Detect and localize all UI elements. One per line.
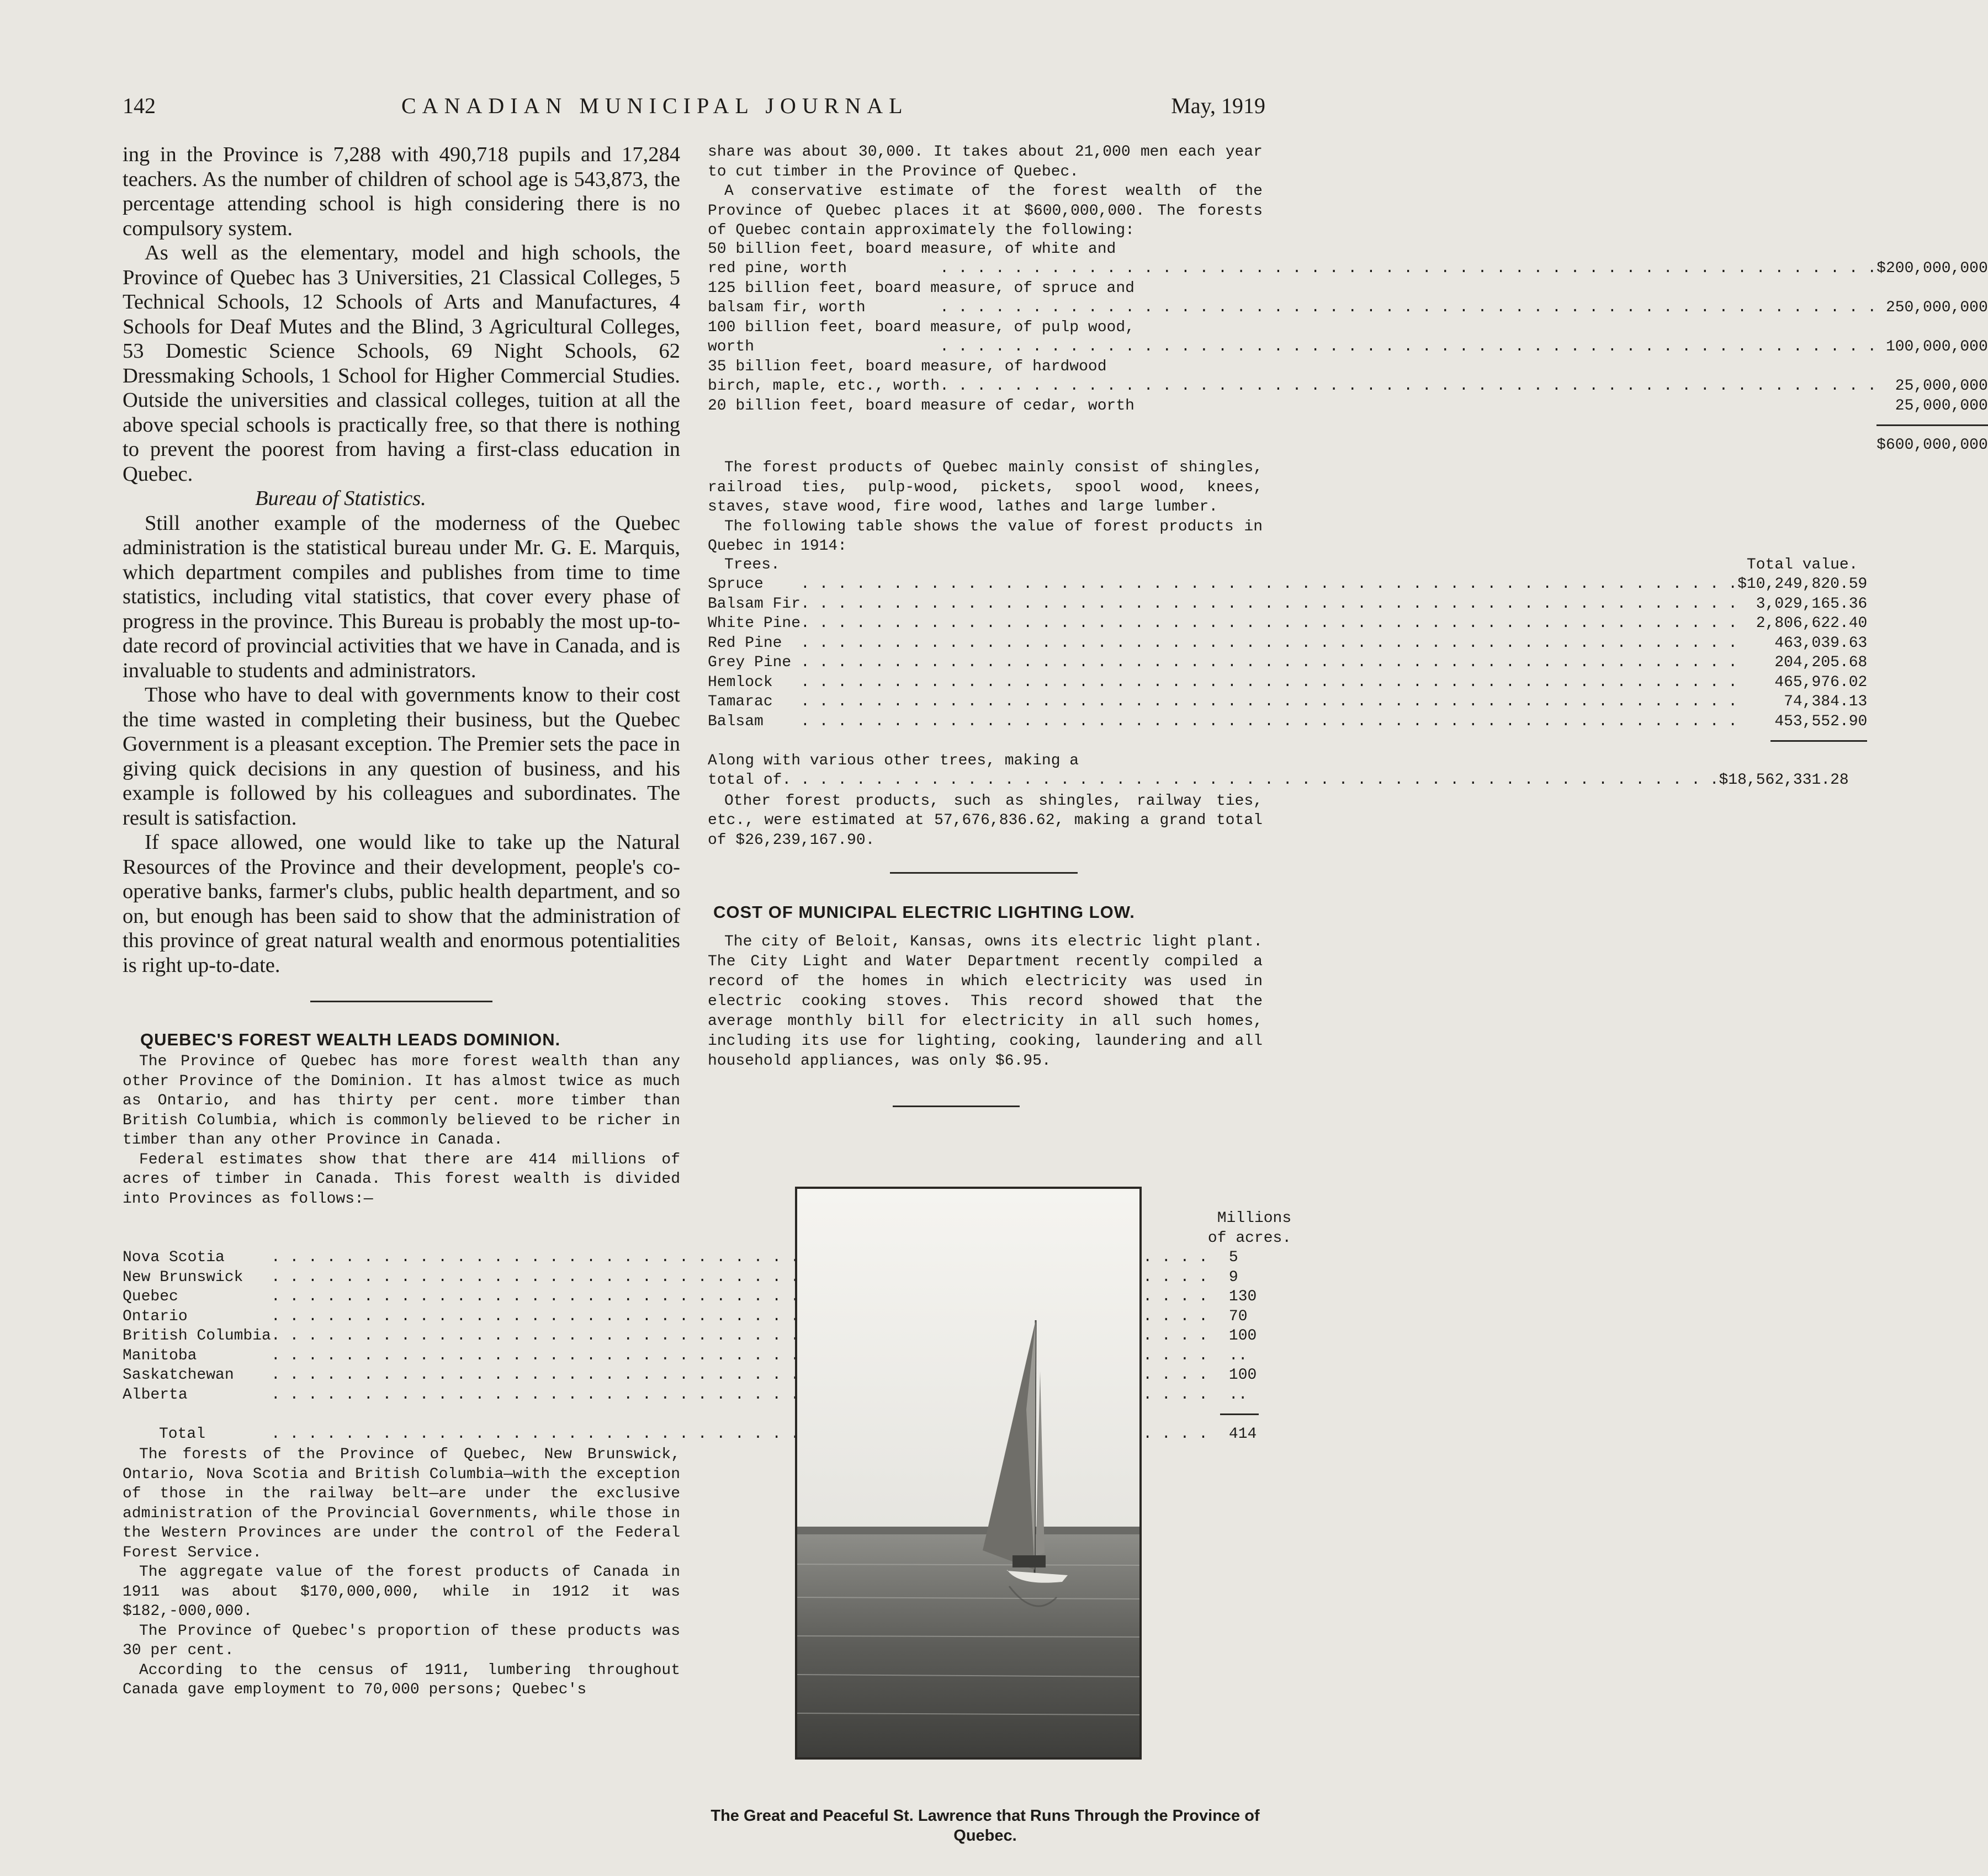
province-acres: 100 — [1228, 1327, 1257, 1344]
wealth-item-label: balsam fir, worth — [708, 299, 866, 316]
province-name: British Columbia — [123, 1327, 271, 1344]
tree-name: Grey Pine — [708, 654, 792, 671]
paragraph: The forests of the Province of Quebec, New Brunswick, Ontario, Nova Scotia and British Columbia—with the exception of those in the railway belt—are under the exclusive administration of the Provincial Governments, while those in the Western Provinces are under the control of the Federal Forest Service. — [123, 1446, 680, 1561]
table-row — [708, 378, 1988, 397]
table-row — [708, 338, 1988, 358]
trees-total-table — [708, 752, 1849, 791]
running-header — [123, 93, 1265, 126]
trees-total-label: total of — [708, 772, 782, 789]
tree-value: 3,029,165.36 — [1756, 595, 1868, 613]
table-row — [708, 280, 1988, 300]
province-acres: 100 — [1228, 1367, 1257, 1384]
province-acres: 5 — [1228, 1249, 1238, 1266]
forest-wealth-article — [123, 1030, 1292, 1700]
tree-name: Tamarac — [708, 693, 773, 710]
paragraph: The aggregate value of the forest products of Canada in 1911 was about $170,000,000, while in 1912 it was $182,-000,000. — [123, 1564, 680, 1620]
total-value: 414 — [1228, 1425, 1257, 1443]
trees-total-line: Along with various other trees, making a — [708, 752, 1079, 769]
table-row — [708, 713, 1867, 733]
trees-total-value: $18,562,331.28 — [1719, 772, 1849, 789]
province-name: Quebec — [123, 1288, 178, 1305]
column-header: Millions — [1217, 1210, 1292, 1227]
wealth-item-label: worth — [708, 338, 755, 355]
section-divider — [890, 872, 1078, 874]
st-lawrence-photo — [795, 1187, 1142, 1760]
paragraph: share was about 30,000. It takes about 21,000 men each year to cut timber in the Province of Quebec. — [708, 144, 1263, 180]
province-name: Nova Scotia — [123, 1249, 225, 1266]
wealth-item-line: 35 billion feet, board measure, of hardwood — [708, 358, 1107, 375]
wealth-item-value: 250,000,000 — [1885, 299, 1988, 316]
table-row — [708, 576, 1867, 596]
paragraph: A conservative estimate of the forest wealth of the Province of Quebec places it at $600,000,000. The forests of Quebec contain approximately the following: — [708, 183, 1263, 239]
sailboat-illustration — [797, 1189, 1139, 1757]
tree-value: 2,806,622.40 — [1756, 615, 1868, 632]
province-name: Alberta — [123, 1386, 188, 1404]
tree-value: $10,249,820.59 — [1737, 576, 1868, 593]
table-row-total — [708, 437, 1988, 456]
table-row — [708, 397, 1988, 417]
table-row — [708, 299, 1988, 319]
table-row — [708, 693, 1867, 713]
column-header-trees: Trees. — [724, 556, 780, 573]
wealth-item-label: red pine, worth — [708, 260, 847, 277]
table-row — [708, 615, 1867, 635]
province-acres: .. — [1228, 1386, 1248, 1404]
table-row — [708, 674, 1867, 694]
province-acres: 130 — [1228, 1288, 1257, 1305]
table-row — [708, 752, 1849, 772]
paragraph: The following table shows the value of forest products in Quebec in 1914: — [708, 518, 1263, 555]
table-row — [708, 358, 1988, 378]
tree-value: 465,976.02 — [1774, 673, 1868, 691]
wealth-item-line: 100 billion feet, board measure, of pulp wood, — [708, 318, 1135, 336]
column-header: of acres. — [1207, 1229, 1292, 1247]
tree-name: White Pine — [708, 615, 801, 632]
paragraph: The forest products of Quebec mainly consist of shingles, railroad ties, pulp-wood, pickets, spool wood, knees, staves, stave wood, fire wood, lathes and large lumber. — [708, 459, 1263, 515]
province-name: Manitoba — [123, 1347, 197, 1364]
education-article — [123, 142, 680, 977]
province-name: Saskatchewan — [123, 1367, 234, 1384]
table-row — [708, 635, 1867, 655]
total-rule — [1220, 1413, 1259, 1415]
province-acres: 70 — [1228, 1308, 1248, 1325]
total-rule — [1876, 424, 1988, 426]
paragraph: If space allowed, one would like to take up the Natural Resources of the Province and their development, people's co-operative banks, farmer's clubs, public health department, and so on, but enough has been said to show that the administration of this province of great natural wealth and enormous potentialities is right up-to-date. — [123, 831, 680, 977]
section-divider — [893, 1106, 1020, 1107]
issue-date: May, 1919 — [1171, 93, 1265, 118]
tree-value: 463,039.63 — [1774, 634, 1868, 652]
tree-value: 74,384.13 — [1784, 693, 1868, 710]
paragraph: Those who have to deal with governments know to their cost the time wasted in completing their business, but the Quebec Government is a pleasant exception. The Premier sets the pace in giving quick decisions in any question of business, and his example is followed by his colleagues and subordinates. The result is satisfaction. — [123, 683, 680, 830]
electric-lighting-article — [708, 902, 1263, 1071]
page-number: 142 — [123, 93, 156, 118]
subheading-bureau-of-statistics: Bureau of Statistics. — [255, 487, 426, 510]
table-row — [708, 319, 1988, 339]
province-name: Ontario — [123, 1308, 188, 1325]
wealth-item-label: birch, maple, etc., worth — [708, 378, 940, 395]
table-row-total — [708, 772, 1849, 791]
paragraph: ing in the Province is 7,288 with 490,718 pupils and 17,284 teachers. As the number of children of school age is 543,873, the percentage attending school is high considering there is no compulsory system. — [123, 143, 680, 240]
tree-value: 453,552.90 — [1774, 713, 1868, 730]
tree-name: Spruce — [708, 576, 764, 593]
tree-name: Red Pine — [708, 634, 782, 652]
tree-name: Balsam Fir — [708, 595, 801, 613]
table-row — [708, 241, 1988, 261]
paragraph: The Province of Quebec's proportion of these products was 30 per cent. — [123, 1622, 680, 1659]
table-row — [708, 596, 1867, 615]
article-title: QUEBEC'S FOREST WEALTH LEADS DOMINION. — [140, 1030, 561, 1049]
paragraph: Other forest products, such as shingles, railway ties, etc., were estimated at 57,676,836.62, making a grand total of $26,239,167.90. — [708, 792, 1263, 849]
table-row — [708, 654, 1867, 674]
section-divider — [310, 1001, 492, 1002]
wealth-item-line: 20 billion feet, board measure of cedar, worth — [708, 397, 1135, 414]
wealth-item-line: 50 billion feet, board measure, of white and — [708, 240, 1116, 258]
article-title: COST OF MUNICIPAL ELECTRIC LIGHTING LOW. — [713, 902, 1135, 922]
paragraph: The city of Beloit, Kansas, owns its electric light plant. The City Light and Water Department recently compiled a record of the homes in which electricity was used in electric cooking stoves. This record showed that the average monthly bill for electricity in all such homes, including its use for lighting, cooking, laundering and all household appliances, was only $6.95. — [708, 933, 1263, 1070]
tree-value: 204,205.68 — [1774, 654, 1868, 671]
wealth-item-value: 25,000,000 — [1895, 397, 1988, 414]
paragraph: According to the census of 1911, lumbering throughout Canada gave employment to 70,000 persons; Quebec's — [123, 1661, 680, 1698]
photo-caption: The Great and Peaceful St. Lawrence that Runs Through the Province of Quebec. — [711, 1807, 1260, 1845]
total-rule — [1770, 740, 1867, 742]
province-acres: .. — [1228, 1347, 1248, 1364]
right-column — [708, 142, 1988, 1107]
wealth-total: $600,000,000 — [1876, 436, 1988, 454]
wealth-item-line: 125 billion feet, board measure, of spruce and — [708, 279, 1135, 297]
column-header-value: Total value. — [1746, 556, 1858, 573]
paragraph: As well as the elementary, model and high schools, the Province of Quebec has 3 Universities, 21 Classical Colleges, 5 Technical Schools, 12 Schools of Arts and Manufactures, 4 Schools for Deaf Mutes and the Blind, 3 Agricultural Colleges, 53 Domestic Science Schools, 69 Night Schools, 62 Dressmaking Schools, 1 School for Higher Commercial Studies. Outside the universities and classical colleges, tuition at all the above special schools is practically free, so that there is nothing to prevent the poorest from having a first-class education in Quebec. — [123, 241, 680, 486]
paragraph: The Province of Quebec has more forest wealth than any other Province of the Dominion. It has almost twice as much as Ontario, and has thirty per cent. more timber than British Columbia, which is commonly believed to be richer in timber than any other Province in Canada. — [123, 1053, 680, 1149]
forest-products-table — [708, 556, 1867, 752]
province-name: New Brunswick — [123, 1268, 243, 1286]
table-row — [708, 260, 1988, 280]
paragraph: Federal estimates show that there are 414 millions of acres of timber in Canada. This forest wealth is divided into Provinces as follows:— — [123, 1151, 680, 1208]
tree-name: Balsam — [708, 713, 764, 730]
total-label: Total — [159, 1425, 206, 1443]
paragraph: Still another example of the moderness of the Quebec administration is the statistical bureau under Mr. G. E. Marquis, which department compiles and publishes from time to time statistics, including vital statistics, that cover every phase of progress in the province. This Bureau is probably the most up-to-date record of provincial activities that we have in Canada, and is invaluable to students and administrators. — [123, 511, 680, 682]
wealth-item-value: 100,000,000 — [1885, 338, 1988, 355]
wealth-item-value: 25,000,000 — [1895, 378, 1988, 395]
journal-title: CANADIAN MUNICIPAL JOURNAL — [401, 93, 909, 118]
forest-wealth-table — [708, 241, 1988, 456]
wealth-item-value: $200,000,000 — [1876, 260, 1988, 277]
tree-name: Hemlock — [708, 673, 773, 691]
province-acres: 9 — [1228, 1268, 1238, 1286]
